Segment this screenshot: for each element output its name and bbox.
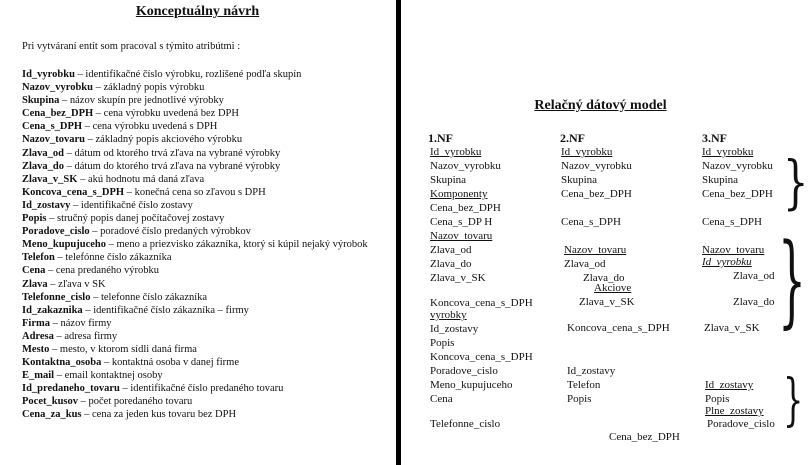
attribute-description: – identifikačné číslo zákazníka – firmy (82, 304, 249, 316)
nf3-field: Plne_zostavy (705, 405, 764, 417)
nf1-field: Koncova_cena_s_DPH (430, 297, 533, 309)
nf1-field: Meno_kupujuceho (430, 379, 513, 391)
nf2-field: Nazov_vyrobku (561, 160, 632, 172)
nf2-field: Koncova_cena_s_DPH (567, 322, 670, 334)
nf3-field: Id_vyrobku (702, 146, 754, 158)
nf2-field: Akciove (594, 282, 632, 294)
attribute-line (22, 199, 377, 212)
attribute-name: Zlava (22, 278, 48, 290)
attribute-name: Cena_bez_DPH (22, 108, 94, 120)
nf2-field: Popis (567, 393, 592, 405)
attribute-name: Meno_kupujuceho (22, 239, 107, 251)
nf2-field: Nazov_tovaru (564, 244, 627, 256)
nf3-field: Zlava_do (733, 296, 775, 308)
attribute-line (22, 330, 377, 343)
attribute-description: – email kontaktnej osoby (54, 370, 163, 382)
attribute-name: Mesto (22, 343, 50, 355)
attribute-name: Kontaktna_osoba (22, 357, 102, 369)
attribute-name: Koncova_cena_s_DPH (22, 186, 125, 198)
nf2-field: Zlava_od (564, 258, 606, 270)
attribute-line (22, 81, 377, 94)
attribute-line (22, 343, 377, 356)
attribute-line (22, 291, 377, 304)
conceptual-intro: Pri vytváraní entít som pracoval s týmito atribútmi : (22, 41, 241, 52)
attribute-line (22, 120, 377, 133)
attribute-line (22, 225, 377, 238)
nf2-field: Zlava_do (583, 272, 625, 284)
attribute-line (22, 238, 377, 251)
nf1-field: Id_vyrobku (430, 146, 482, 158)
attribute-list (22, 68, 377, 422)
attribute-description: – cena predaného výrobku (45, 265, 160, 277)
attribute-line (22, 395, 377, 408)
nf3-field: Zlava_od (733, 270, 775, 282)
nf2-field: Cena_bez_DPH (561, 188, 632, 200)
attribute-description: – základný popis výrobku (92, 82, 205, 94)
nf3-field: Nazov_tovaru (702, 244, 765, 256)
attribute-name: Nazov_vyrobku (22, 82, 93, 94)
attribute-name: Skupina (22, 95, 60, 107)
attribute-name: Telefonne_cislo (22, 291, 91, 303)
attribute-line (22, 317, 377, 330)
attribute-description: – poradové číslo predaných výrobkov (89, 226, 251, 238)
nf2-field: Id_zostavy (567, 365, 616, 377)
nf3-field: Nazov_vyrobku (702, 160, 773, 172)
attribute-line (22, 264, 377, 277)
nf3-field: Zlava_v_SK (704, 322, 760, 334)
attribute-line (22, 304, 377, 317)
attribute-name: Id_zostavy (22, 199, 71, 211)
attribute-description: – cena za jeden kus tovaru bez DPH (81, 409, 237, 421)
attribute-description: – základný popis akciového výrobku (85, 134, 243, 146)
attribute-line (22, 408, 377, 421)
attribute-description: – kontaktná osoba v danej firme (101, 357, 239, 369)
attribute-name: Popis (22, 213, 47, 225)
nf1-field: Koncova_cena_s_DPH (430, 351, 533, 363)
attribute-description: – adresa firmy (53, 330, 118, 342)
nf3-field: Cena_bez_DPH (702, 188, 773, 200)
nf2-field: Cena_s_DPH (561, 216, 621, 228)
nf1-field: Zlava_od (430, 244, 472, 256)
attribute-line (22, 251, 377, 264)
nf2-field: Id_vyrobku (561, 146, 613, 158)
relational-title: Relačný dátový model (534, 98, 667, 113)
attribute-line (22, 212, 377, 225)
nf1-header: 1.NF (428, 131, 453, 145)
nf2-field: Zlava_v_SK (579, 296, 635, 308)
attribute-name: Adresa (22, 330, 54, 342)
attribute-description: – identifikačné číslo predaného tovaru (119, 383, 284, 395)
attribute-description: – dátum do ktorého trvá zľava na vybrané výrobky (64, 160, 281, 172)
attribute-description: – cena výrobku uvedená bez DPH (93, 108, 239, 120)
attribute-description: – názov firmy (50, 317, 112, 329)
attribute-name: Cena_za_kus (22, 409, 82, 421)
attribute-name: E_mail (22, 370, 55, 382)
attribute-line (22, 173, 377, 186)
brace-3: } (783, 368, 804, 434)
attribute-line (22, 133, 377, 146)
nf3-field: Skupina (702, 174, 739, 186)
attribute-name: Cena (22, 265, 46, 277)
nf3-field: Id_zostavy (705, 379, 754, 391)
nf1-field: Nazov_vyrobku (430, 160, 501, 172)
attribute-line (22, 186, 377, 199)
attribute-line (22, 369, 377, 382)
attribute-description: – telefonne číslo zákazníka (90, 291, 208, 303)
attribute-name: Zlava_od (22, 147, 65, 159)
attribute-line (22, 160, 377, 173)
nf3-field: Id_vyrobku (702, 256, 752, 268)
brace-2: } (778, 224, 806, 340)
attribute-description: – počet poredaného tovaru (78, 396, 193, 408)
attribute-description: – konečná cena so zľavou s DPH (124, 186, 266, 198)
nf1-field: Zlava_do (430, 258, 472, 270)
attribute-description: – zľava v SK (47, 278, 106, 290)
nf2-field: Skupina (561, 174, 598, 186)
nf1-field: Cena (430, 393, 453, 405)
nf2-field: Telefon (567, 379, 601, 391)
nf2-header: 2.NF (560, 131, 585, 145)
nf3-field: Poradove_cislo (707, 418, 775, 430)
nf1-field: vyrobky (430, 309, 467, 321)
attribute-description: – dátum od ktorého trvá zľava na vybrané výrobky (64, 147, 281, 159)
attribute-name: Poradove_cislo (22, 226, 90, 238)
attribute-name: Zlava_do (22, 160, 65, 172)
attribute-line (22, 356, 377, 369)
nf1-field: Nazov_tovaru (430, 230, 493, 242)
attribute-line (22, 382, 377, 395)
nf1-field: Skupina (430, 174, 467, 186)
attribute-description: – názov skupín pre jednotlivé výrobky (59, 95, 224, 107)
nf1-field: Komponenty (430, 188, 488, 200)
nf1-field: Poradove_cislo (430, 365, 498, 377)
nf3-header: 3.NF (702, 131, 727, 145)
attribute-line (22, 68, 377, 81)
attribute-name: Id_zakaznika (22, 304, 83, 316)
attribute-name: Nazov_tovaru (22, 134, 85, 146)
attribute-name: Pocet_kusov (22, 396, 78, 408)
nf2-field: Cena_bez_DPH (609, 431, 680, 443)
attribute-line (22, 107, 377, 120)
attribute-line (22, 147, 377, 160)
attribute-line (22, 94, 377, 107)
nf1-field: Telefonne_cislo (430, 418, 501, 430)
attribute-name: Firma (22, 317, 50, 329)
brace-1: } (783, 149, 808, 217)
nf1-field: Id_zostavy (430, 323, 479, 335)
attribute-description: – identifikačné číslo výrobku, rozlíšené podľa skupín (74, 69, 302, 80)
nf1-field: Zlava_v_SK (430, 272, 486, 284)
attribute-name: Id_vyrobku (22, 69, 75, 80)
attribute-description: – meno a priezvisko zákazníka, ktorý si kúpil nejaký výrobok (106, 239, 368, 251)
attribute-line (22, 278, 377, 291)
attribute-description: – akú hodnotu má daná zľava (77, 173, 205, 185)
nf1-field: Popis (430, 337, 455, 349)
nf1-field: Cena_bez_DPH (430, 202, 501, 214)
attribute-name: Cena_s_DPH (22, 121, 83, 133)
attribute-description: – identifikačné číslo zostavy (70, 199, 193, 211)
attribute-description: – mesto, v ktorom sídli daná firma (49, 343, 197, 355)
nf1-field: Cena_s_DP H (430, 216, 493, 228)
attribute-description: – cena výrobku uvedená s DPH (82, 121, 218, 133)
attribute-name: Telefon (22, 252, 55, 264)
attribute-name: Zlava_v_SK (22, 173, 78, 185)
relational-page (401, 0, 808, 465)
attribute-description: – stručný popis danej počítačovej zostavy (46, 213, 225, 225)
conceptual-title: Konceptuálny návrh (135, 4, 260, 19)
nf3-field: Popis (705, 393, 730, 405)
attribute-description: – telefónne číslo zákazníka (54, 252, 172, 264)
conceptual-page (0, 0, 395, 465)
nf3-field: Cena_s_DPH (702, 216, 762, 228)
attribute-name: Id_predaneho_tovaru (22, 383, 120, 395)
